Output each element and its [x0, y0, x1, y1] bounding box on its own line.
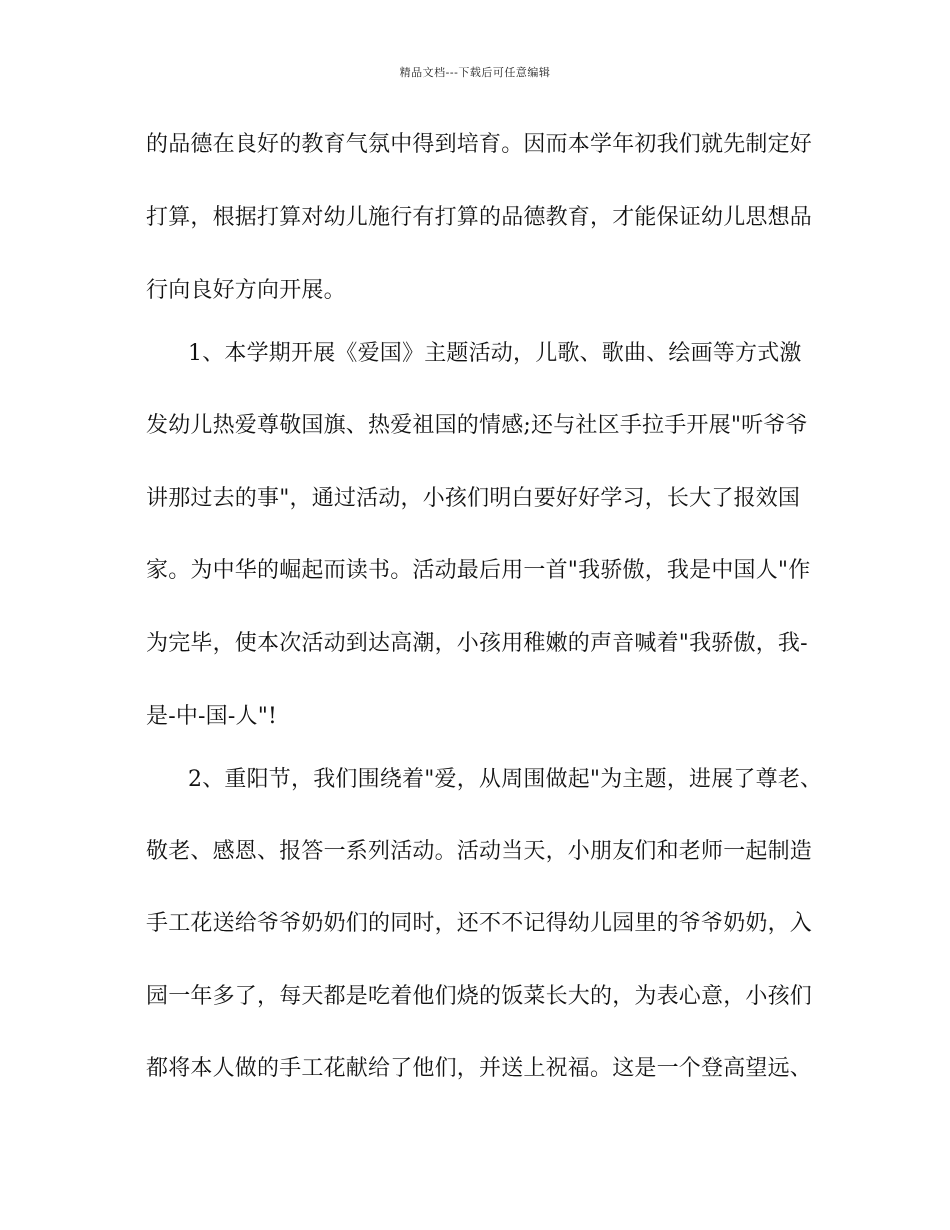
text-line: 发幼儿热爱尊敬国旗、热爱祖国的情感;还与社区手拉手开展"听爷爷: [146, 413, 808, 438]
paragraph-start-line: 1、本学期开展《爱国》主题活动，儿歌、歌曲、绘画等方式激: [188, 341, 802, 366]
text-line: 家。为中华的崛起而读书。活动最后用一首"我骄傲，我是中国人"作: [146, 558, 811, 583]
text-line: 是-中-国-人"!: [146, 704, 278, 729]
text-line: 园一年多了，每天都是吃着他们烧的饭菜长大的，为表心意，小孩们: [146, 984, 813, 1009]
text-line: 打算，根据打算对幼儿施行有打算的品德教育，才能保证幼儿思想品: [146, 205, 813, 230]
text-line: 手工花送给爷爷奶奶们的同时，还不不记得幼儿园里的爷爷奶奶，入: [146, 911, 813, 936]
page-header: 精品文档---下载后可任意编辑: [399, 66, 551, 79]
text-line: 讲那过去的事"，通过活动，小孩们明白要好好学习，长大了报效国: [146, 486, 801, 511]
text-line: 敬老、感恩、报答一系列活动。活动当天，小朋友们和老师一起制造: [146, 839, 813, 864]
paragraph-start-line: 2、重阳节，我们围绕着"爱，从周围做起"为主题，进展了尊老、: [188, 767, 823, 792]
text-line: 为完毕，使本次活动到达高潮，小孩用稚嫩的声音喊着"我骄傲，我-: [146, 631, 808, 656]
text-line: 都将本人做的手工花献给了他们，并送上祝福。这是一个登高望远、: [146, 1056, 813, 1081]
text-line: 行向良好方向开展。: [146, 278, 346, 303]
text-line: 的品德在良好的教育气氛中得到培育。因而本学年初我们就先制定好: [146, 132, 813, 157]
